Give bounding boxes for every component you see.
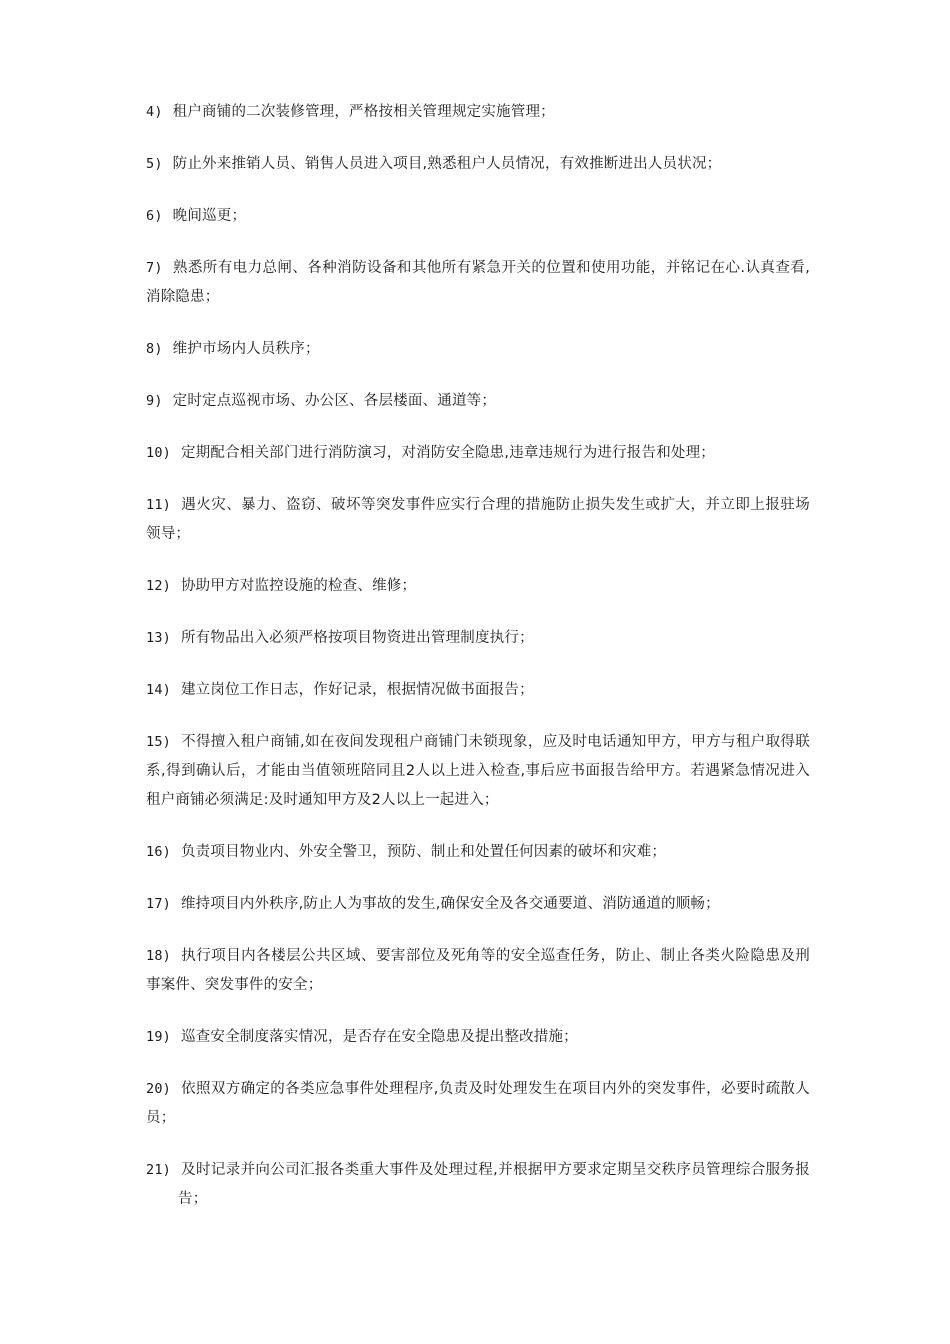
item-number: 15) <box>146 734 171 750</box>
list-item <box>146 1023 810 1052</box>
item-number: 17) <box>146 896 171 912</box>
item-text: 负责项目物业内、外安全警卫，预防、制止和处置任何因素的破坏和灾难； <box>180 844 667 860</box>
item-text: 维护市场内人员秩序； <box>172 341 320 357</box>
list-item <box>146 387 810 416</box>
item-number: 11) <box>146 497 171 513</box>
item-text: 不得擅入租户商铺,如在夜间发现租户商铺门未锁现象，应及时电话通知甲方，甲方与租户取得联系,得到确认后，才能由当值领班陪同且2人以上进入检查,事后应书面报告给甲方。若遇紧急情况进入租户商铺必须满足:及时通知甲方及2人以上一起进入； <box>146 734 810 808</box>
item-number: 8) <box>146 341 163 357</box>
list-item <box>146 942 810 1000</box>
list-item <box>146 890 810 919</box>
list-item <box>146 676 810 705</box>
item-text: 巡查安全制度落实情况，是否存在安全隐患及提出整改措施； <box>180 1029 578 1045</box>
item-text: 防止外来推销人员、销售人员进入项目,熟悉租户人员情况，有效推断进出人员状况； <box>172 156 722 172</box>
item-number: 4) <box>146 104 163 120</box>
item-number: 16) <box>146 844 171 860</box>
item-text: 遇火灾、暴力、盗窃、破坏等突发事件应实行合理的措施防止损失发生或扩大，并立即上报驻场领导； <box>146 497 810 542</box>
item-number: 5) <box>146 156 163 172</box>
item-number: 12) <box>146 578 171 594</box>
item-number: 13) <box>146 630 171 646</box>
item-number: 6) <box>146 208 163 224</box>
duty-list <box>146 98 810 1237</box>
list-item <box>146 728 810 815</box>
item-number: 14) <box>146 682 171 698</box>
item-number: 18) <box>146 948 171 964</box>
item-number: 19) <box>146 1029 171 1045</box>
list-item <box>146 150 810 179</box>
item-text: 熟悉所有电力总闸、各种消防设备和其他所有紧急开关的位置和使用功能，并铭记在心.认真查看,消除隐患； <box>146 260 810 305</box>
item-number: 21) <box>146 1162 171 1178</box>
list-item <box>146 335 810 364</box>
item-number: 7) <box>146 260 163 276</box>
list-item <box>146 572 810 601</box>
item-text: 协助甲方对监控设施的检查、维修； <box>180 578 417 594</box>
list-item <box>146 98 810 127</box>
list-item <box>146 439 810 468</box>
list-item <box>146 1156 810 1214</box>
list-item <box>146 254 810 312</box>
item-number: 10) <box>146 445 171 461</box>
item-number: 9) <box>146 393 163 409</box>
list-item <box>146 1075 810 1133</box>
item-text: 晚间巡更； <box>172 208 247 224</box>
item-text: 建立岗位工作日志，作好记录，根据情况做书面报告； <box>180 682 534 698</box>
item-text: 依照双方确定的各类应急事件处理程序,负责及时处理发生在项目内外的突发事件，必要时疏散人员； <box>146 1081 810 1126</box>
item-text: 维持项目内外秩序,防止人为事故的发生,确保安全及各交通要道、消防通道的顺畅； <box>180 896 720 912</box>
list-item <box>146 624 810 653</box>
list-item <box>146 202 810 231</box>
item-text: 所有物品出入必须严格按项目物资进出管理制度执行； <box>180 630 534 646</box>
item-number: 20) <box>146 1081 171 1097</box>
item-text: 租户商铺的二次装修管理，严格按相关管理规定实施管理； <box>172 104 555 120</box>
item-text: 及时记录并向公司汇报各类重大事件及处理过程,并根据甲方要求定期呈交秩序员管理综合服务报告； <box>178 1162 810 1207</box>
list-item <box>146 491 810 549</box>
list-item <box>146 838 810 867</box>
item-text: 定期配合相关部门进行消防演习，对消防安全隐患,违章违规行为进行报告和处理； <box>180 445 715 461</box>
item-text: 执行项目内各楼层公共区域、要害部位及死角等的安全巡查任务，防止、制止各类火险隐患及刑事案件、突发事件的安全； <box>146 948 810 993</box>
item-text: 定时定点巡视市场、办公区、各层楼面、通道等； <box>172 393 497 409</box>
